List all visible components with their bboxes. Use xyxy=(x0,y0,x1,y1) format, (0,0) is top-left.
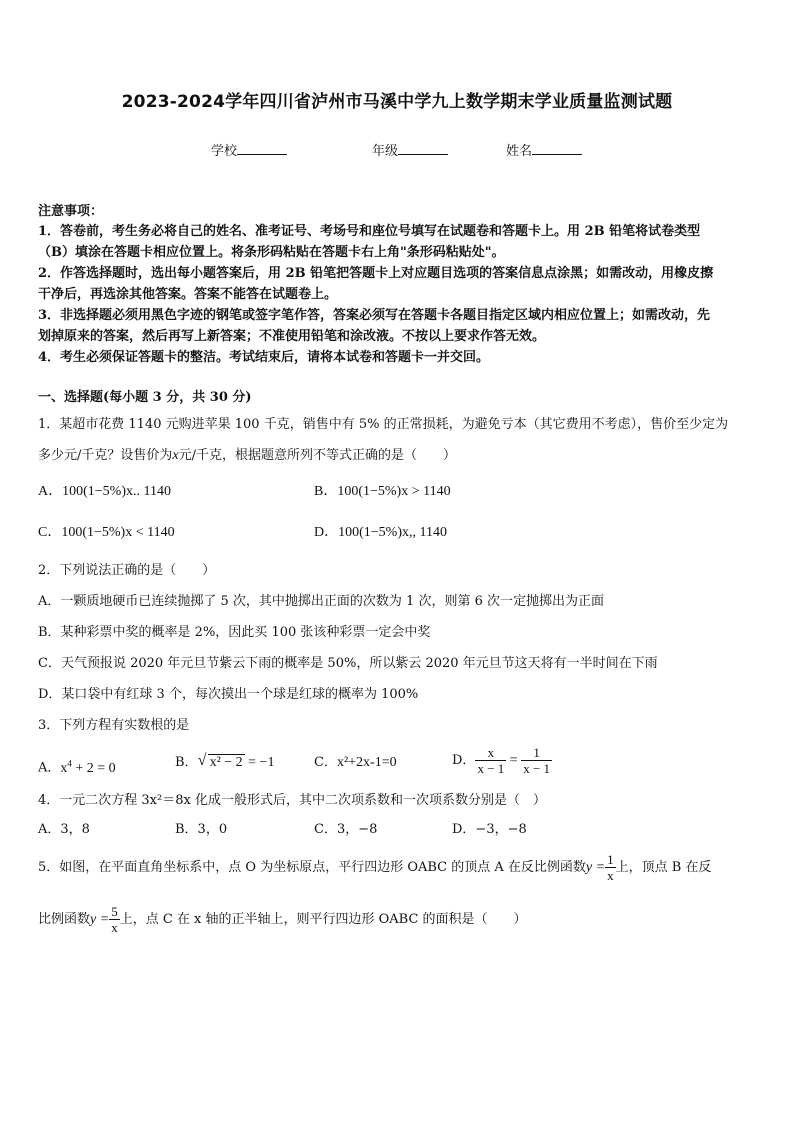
notice-line: 3．非选择题必须用黑色字迹的钢笔或签字笔作答，答案必须写在答题卡各题目指定区域内相应位置上；如需改动，先 xyxy=(38,308,711,323)
question-2-option-a: A．一颗质地硬币已连续抛掷了 5 次，其中抛掷出正面的次数为 1 次，则第 6 次一定抛掷出为正面 xyxy=(38,594,604,609)
notice-line: （B）填涂在答题卡相应位置上。将条形码粘贴在答题卡右上角"条形码粘贴处"。 xyxy=(38,245,505,260)
question-3-option-a: A．$x^4 + 2 = 0$ xyxy=(38,758,116,776)
question-4-stem: 4．一元二次方程 3x²＝8x 化成一般形式后，其中二次项系数和一次项系数分别是（ ） xyxy=(38,793,546,808)
notice-line: 划掉原来的答案，然后再写上新答案；不准使用铅笔和涂改液。不按以上要求作答无效。 xyxy=(38,329,546,344)
section-heading: 一、选择题(每小题 3 分，共 30 分) xyxy=(38,390,252,405)
question-5-stem: 5．如图，在平面直角坐标系中，点 O 为坐标原点，平行四边形 OABC 的顶点 A 在反比例函数y = $\frac{1}{x}$ 上，顶点 B 在反 xyxy=(38,852,712,883)
question-3-option-d: D． $\frac{x}{x - 1}$ = $\frac{1}{x - 1}$ xyxy=(452,745,551,776)
question-4-option-c: C．3，−8 xyxy=(314,822,378,837)
question-2-option-b: B．某种彩票中奖的概率是 2%，因此买 100 张该种彩票一定会中奖 xyxy=(38,625,431,640)
question-4-option-d: D．−3，−8 xyxy=(452,822,527,837)
name-blank xyxy=(532,142,582,155)
radical-sign-icon: √ xyxy=(197,752,207,769)
fraction: $\frac{5}{x}$ xyxy=(111,904,118,935)
question-2-option-c: C．天气预报说 2020 年元旦节紫云下雨的概率是 50%，所以紫云 2020 年元旦节这天将有一半时间在下雨 xyxy=(38,656,658,671)
grade-blank xyxy=(398,142,448,155)
name-field xyxy=(506,140,582,159)
question-1-option-d: D．100(1−5%)x,, 1140 xyxy=(314,525,447,540)
sqrt-expression: √ x² − 2 xyxy=(197,752,243,770)
variable-x: x xyxy=(172,448,179,463)
notice-heading: 注意事项： xyxy=(38,204,104,219)
school-field xyxy=(211,140,287,159)
notice-line: 4．考生必须保证答题卡的整洁。考试结束后，请将本试卷和答题卡一并交回。 xyxy=(38,350,490,365)
fraction: $\frac{1}{x - 1}$ xyxy=(523,745,551,776)
notice-line: 干净后，再选涂其他答案。答案不能答在试题卷上。 xyxy=(38,287,338,302)
notice-line: 1．答卷前，考生务必将自己的姓名、准考证号、考场号和座位号填写在试题卷和答题卡上。用 2B 铅笔将试卷类型 xyxy=(38,224,701,239)
grade-field xyxy=(372,140,448,159)
question-1-option-b: B．100(1−5%)x > 1140 xyxy=(314,484,451,499)
question-3-option-b: B． √ x² − 2 = −1 xyxy=(175,752,275,770)
name-label: 姓名 xyxy=(506,144,533,159)
grade-label: 年级 xyxy=(372,144,399,159)
question-1-stem-cont: 多少元/千克？设售价为x元/千克，根据题意所列不等式正确的是（ ） xyxy=(38,448,456,463)
page-title: 2023-2024学年四川省泸州市马溪中学九上数学期末学业质量监测试题 xyxy=(121,92,673,112)
fraction: $\frac{x}{x - 1}$ xyxy=(477,745,505,776)
question-1-option-a: A．100(1−5%)x.. 1140 xyxy=(38,484,171,499)
question-2-stem: 2．下列说法正确的是（ ） xyxy=(38,563,216,578)
question-4-option-a: A．3，8 xyxy=(38,822,90,837)
school-blank xyxy=(237,142,287,155)
question-2-option-d: D．某口袋中有红球 3 个，每次摸出一个球是红球的概率为 100% xyxy=(38,687,419,702)
school-label: 学校 xyxy=(211,144,238,159)
fraction: $\frac{1}{x}$ xyxy=(607,852,614,883)
question-1-option-c: C．100(1−5%)x < 1140 xyxy=(38,525,175,540)
question-4-option-b: B．3，0 xyxy=(175,822,228,837)
question-3-option-c: C．x²+2x-1=0 xyxy=(314,755,397,770)
question-5-stem-cont: 比例函数y = $\frac{5}{x}$ 上，点 C 在 x 轴的正半轴上，则平行四边形 OABC 的面积是（ ） xyxy=(38,904,527,935)
question-3-stem: 3．下列方程有实数根的是 xyxy=(38,718,190,733)
notice-line: 2．作答选择题时，选出每小题答案后，用 2B 铅笔把答题卡上对应题目选项的答案信息点涂黑；如需改动，用橡皮擦 xyxy=(38,266,714,281)
question-1-stem: 1．某超市花费 1140 元购进苹果 100 千克，销售中有 5% 的正常损耗，为避免亏本（其它费用不考虑），售价至少定为 xyxy=(38,417,729,432)
